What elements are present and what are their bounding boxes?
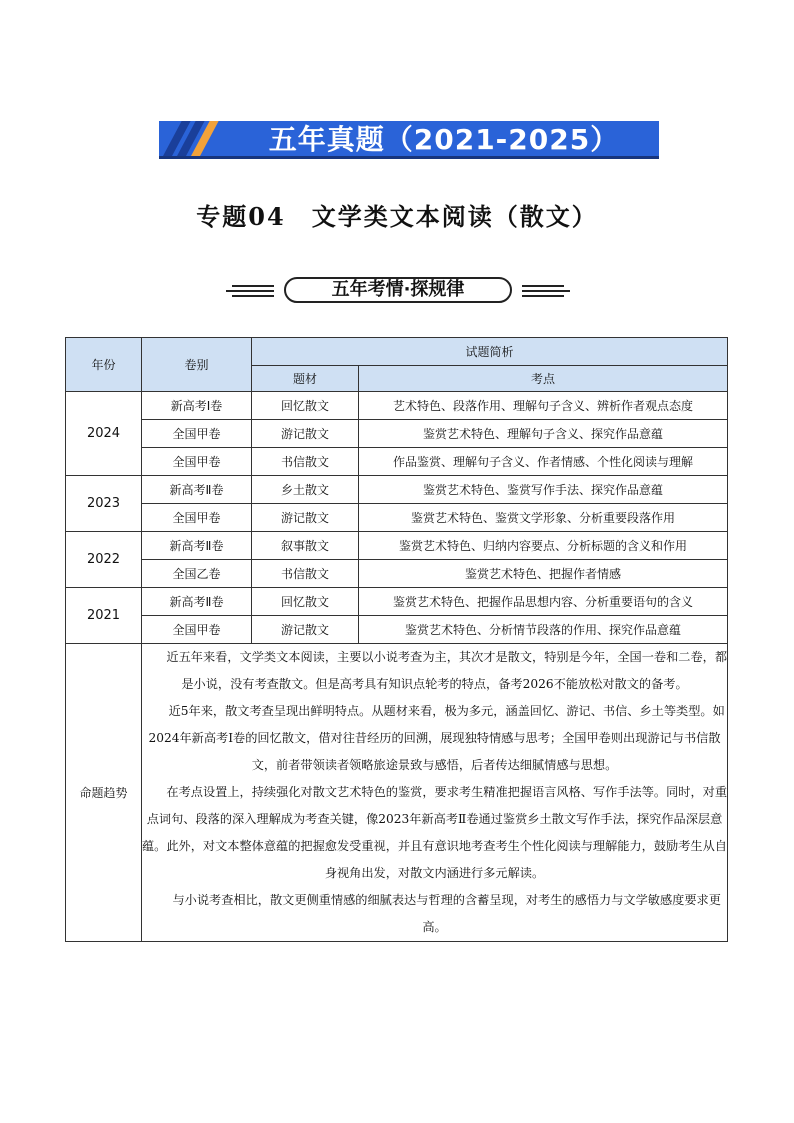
paper-cell: 全国甲卷 <box>142 448 252 476</box>
trend-paragraph: 近五年来看，文学类文本阅读，主要以小说考查为主，其次才是散文，特别是今年，全国一卷和二卷，都是小说，没有考查散文。但是高考具有知识点轮考的特点，备考2026不能放松对散文的备考。 <box>166 650 728 691</box>
points-cell: 鉴赏艺术特色、把握作品思想内容、分析重要语句的含义 <box>359 588 728 616</box>
material-cell: 游记散文 <box>252 420 359 448</box>
table-row <box>66 448 728 476</box>
trend-paragraph: 在考点设置上，持续强化对散文艺术特色的鉴赏，要求考生精准把握语言风格、写作手法等。同时，对重点词句、段落的深入理解成为考查关键，像2023年新高考Ⅱ卷通过鉴赏乡土散文写作手法，探究作品深层意蕴。此外，对文本整体意蕴的把握愈发受重视，并且有意识地考查考生个性化阅读与理解能力，鼓励考生从自身视角出发，对散文内涵进行多元解读。 <box>142 785 728 880</box>
table-row <box>66 392 728 420</box>
points-cell: 鉴赏艺术特色、分析情节段落的作用、探究作品意蕴 <box>359 616 728 644</box>
table-row <box>66 476 728 504</box>
material-cell: 乡土散文 <box>252 476 359 504</box>
trend-text <box>142 644 728 942</box>
material-cell: 游记散文 <box>252 616 359 644</box>
year-cell: 2023 <box>66 476 142 532</box>
header-material: 题材 <box>252 366 359 392</box>
points-cell: 鉴赏艺术特色、鉴赏写作手法、探究作品意蕴 <box>359 476 728 504</box>
paper-cell: 全国甲卷 <box>142 420 252 448</box>
section-pill: 五年考情·探规律 <box>284 277 512 303</box>
paper-cell: 全国甲卷 <box>142 504 252 532</box>
page-title: 专题04 文学类文本阅读（散文） <box>196 202 598 231</box>
material-cell: 游记散文 <box>252 504 359 532</box>
table-row <box>66 420 728 448</box>
title-banner <box>159 121 659 159</box>
header-points: 考点 <box>359 366 728 392</box>
paper-cell: 新高考Ⅰ卷 <box>142 392 252 420</box>
header-analysis: 试题简析 <box>252 338 728 366</box>
paper-cell: 全国甲卷 <box>142 616 252 644</box>
paper-cell: 新高考Ⅱ卷 <box>142 532 252 560</box>
paper-cell: 新高考Ⅱ卷 <box>142 588 252 616</box>
points-cell: 鉴赏艺术特色、把握作者情感 <box>359 560 728 588</box>
header-paper: 卷别 <box>142 338 252 392</box>
points-cell: 鉴赏艺术特色、鉴赏文学形象、分析重要段落作用 <box>359 504 728 532</box>
table-row <box>66 588 728 616</box>
year-cell: 2024 <box>66 392 142 476</box>
trend-paragraph: 近5年来，散文考查呈现出鲜明特点。从题材来看，极为多元，涵盖回忆、游记、书信、乡土等类型。如2024年新高考Ⅰ卷的回忆散文，借对往昔经历的回溯，展现独特情感与思考；全国甲卷则出现游记与书信散文，前者带领读者领略旅途景致与感悟，后者传达细腻情感与思想。 <box>148 704 725 772</box>
paper-cell: 新高考Ⅱ卷 <box>142 476 252 504</box>
material-cell: 书信散文 <box>252 448 359 476</box>
material-cell: 书信散文 <box>252 560 359 588</box>
decorative-lines-right <box>522 285 570 297</box>
table-row <box>66 532 728 560</box>
exam-analysis-table <box>65 337 728 942</box>
table-row <box>66 616 728 644</box>
material-cell: 回忆散文 <box>252 392 359 420</box>
year-cell: 2022 <box>66 532 142 588</box>
table-row <box>66 504 728 532</box>
banner-title: 五年真题（2021-2025） <box>268 123 620 156</box>
section-header <box>0 276 794 306</box>
points-cell: 艺术特色、段落作用、理解句子含义、辨析作者观点态度 <box>359 392 728 420</box>
paper-cell: 全国乙卷 <box>142 560 252 588</box>
trend-paragraph: 与小说考查相比，散文更侧重情感的细腻表达与哲理的含蓄呈现，对考生的感悟力与文学敏感度要求更高。 <box>172 893 721 934</box>
points-cell: 鉴赏艺术特色、理解句子含义、探究作品意蕴 <box>359 420 728 448</box>
decorative-lines-left <box>226 285 274 297</box>
year-cell: 2021 <box>66 588 142 644</box>
points-cell: 作品鉴赏、理解句子含义、作者情感、个性化阅读与理解 <box>359 448 728 476</box>
trend-label: 命题趋势 <box>66 644 142 942</box>
trend-row <box>66 644 728 942</box>
header-year: 年份 <box>66 338 142 392</box>
material-cell: 回忆散文 <box>252 588 359 616</box>
points-cell: 鉴赏艺术特色、归纳内容要点、分析标题的含义和作用 <box>359 532 728 560</box>
material-cell: 叙事散文 <box>252 532 359 560</box>
table-row <box>66 560 728 588</box>
